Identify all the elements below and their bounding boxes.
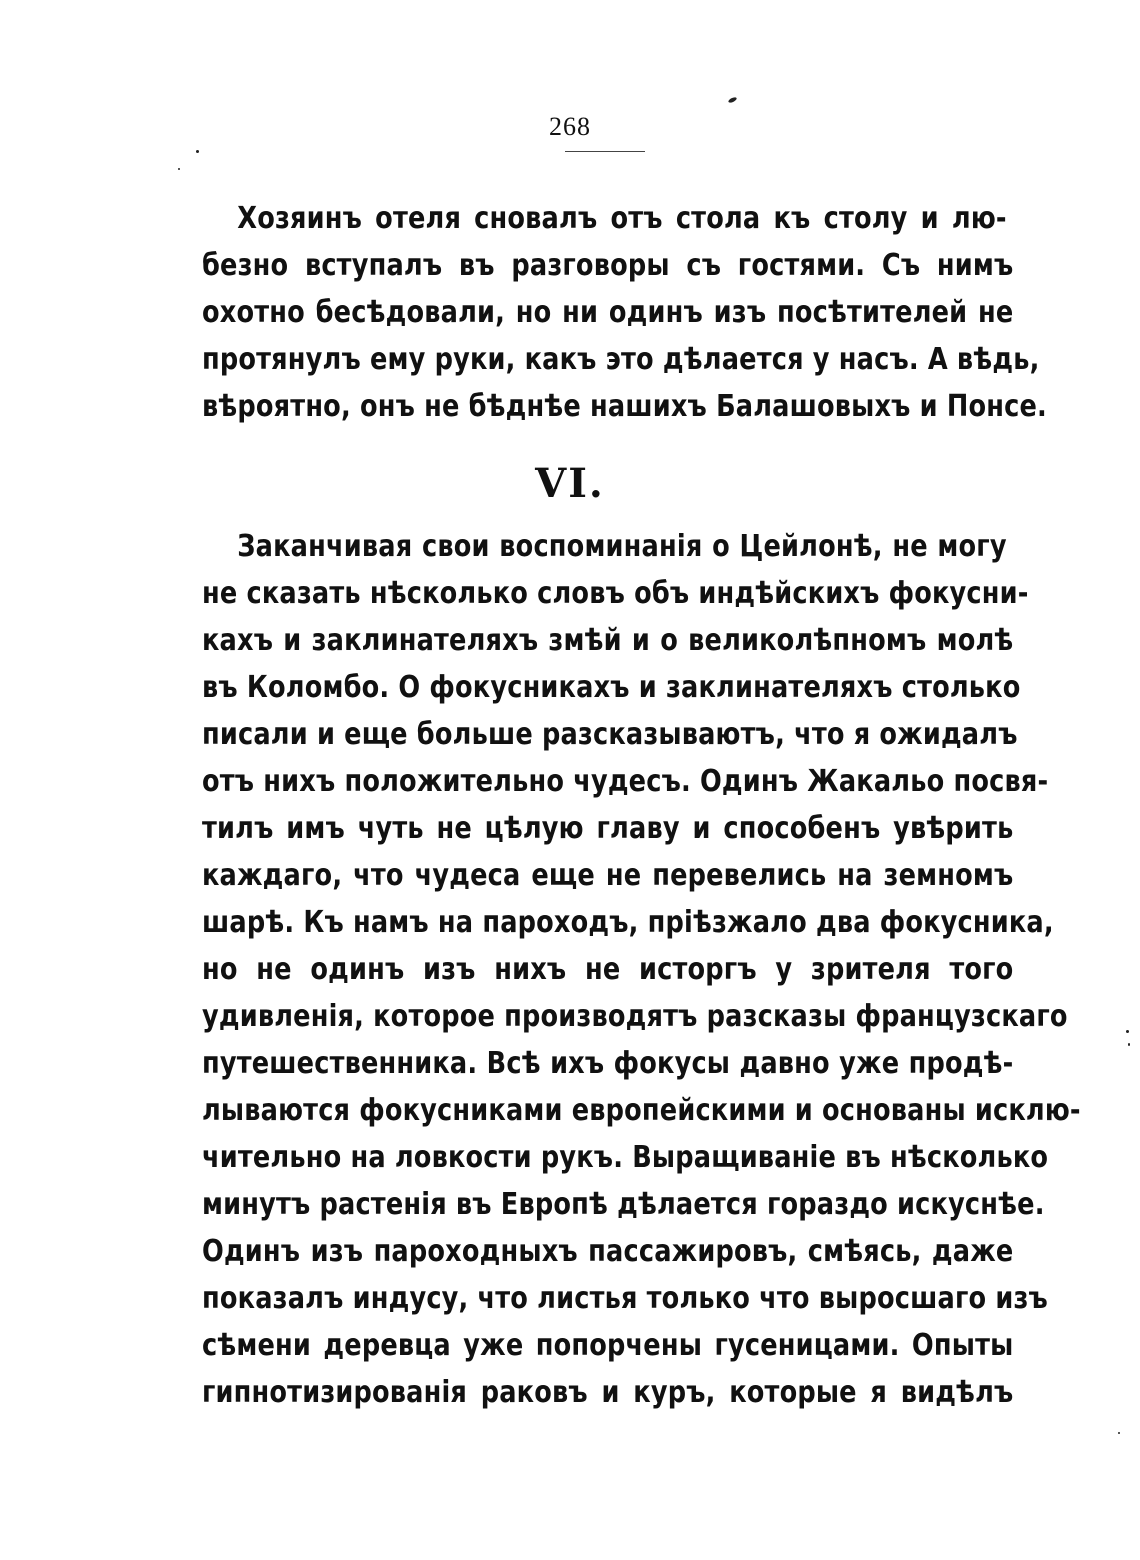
- text-line: сѣмени деревца уже попорчены гусеницами. Опыты: [202, 1328, 1014, 1363]
- text-line: писали и еще больше разсказываютъ, что я ожидалъ: [202, 717, 1018, 752]
- section-heading: VI.: [535, 460, 605, 507]
- text-line: не сказать нѣсколько словъ объ индѣйскихъ фокусни-: [202, 576, 1029, 611]
- text-line: удивленія, которое производятъ разсказы французскаго: [202, 999, 1068, 1034]
- text-line: минутъ растенія въ Европѣ дѣлается гораздо искуснѣе.: [202, 1187, 1045, 1222]
- text-line: лываются фокусниками европейскими и основаны исклю-: [202, 1093, 1081, 1128]
- page-number-rule: [565, 151, 645, 152]
- text-line: чительно на ловкости рукъ. Выращиваніе въ нѣсколько: [202, 1140, 1049, 1175]
- paragraph-1: [202, 195, 1047, 430]
- text-line: тилъ имъ чуть не цѣлую главу и способенъ увѣрить: [202, 811, 1014, 846]
- scan-speck: [1126, 1030, 1129, 1033]
- text-line: безно вступалъ въ разговоры съ гостями. Съ нимъ: [202, 248, 1014, 283]
- text-line: охотно бесѣдовали, но ни одинъ изъ посѣтителей не: [202, 295, 1014, 330]
- text-line: Одинъ изъ пароходныхъ пассажировъ, смѣясь, даже: [202, 1234, 1014, 1269]
- text-line: шарѣ. Къ намъ на пароходъ, пріѣзжало два фокусника,: [202, 905, 1054, 940]
- scan-speck: [1128, 1043, 1130, 1046]
- text-line: кахъ и заклинателяхъ змѣй и о великолѣпномъ молѣ: [202, 623, 1014, 658]
- text-line: въ Коломбо. О фокусникахъ и заклинателяхъ столько: [202, 670, 1021, 705]
- scan-speck: [178, 168, 180, 170]
- text-line: путешественника. Всѣ ихъ фокусы давно уже продѣ-: [202, 1046, 1014, 1081]
- text-line: каждаго, что чудеса еще не перевелись на земномъ: [202, 858, 1014, 893]
- text-line: показалъ индусу, что листья только что выросшаго изъ: [202, 1281, 1048, 1316]
- paragraph-2: [202, 523, 1081, 1416]
- text-line: Хозяинъ отеля сновалъ отъ стола къ столу и лю-: [237, 201, 1007, 236]
- text-line: отъ нихъ положительно чудесъ. Одинъ Жакальо посвя-: [202, 764, 1049, 799]
- scan-speck: [1118, 1432, 1120, 1434]
- text-line: но не одинъ изъ нихъ не исторгъ у зрителя того: [202, 952, 1014, 987]
- text-line: вѣроятно, онъ не бѣднѣе нашихъ Балашовыхъ и Понсе.: [202, 389, 1047, 424]
- page-number: 268: [549, 112, 591, 141]
- scan-speck: [728, 96, 738, 103]
- text-line: Заканчивая свои воспоминанія о Цейлонѣ, не могу: [237, 529, 1007, 564]
- text-line: протянулъ ему руки, какъ это дѣлается у насъ. А вѣдь,: [202, 342, 1040, 377]
- text-line: гипнотизированія раковъ и куръ, которые я видѣлъ: [202, 1375, 1014, 1410]
- scan-speck: [196, 150, 199, 153]
